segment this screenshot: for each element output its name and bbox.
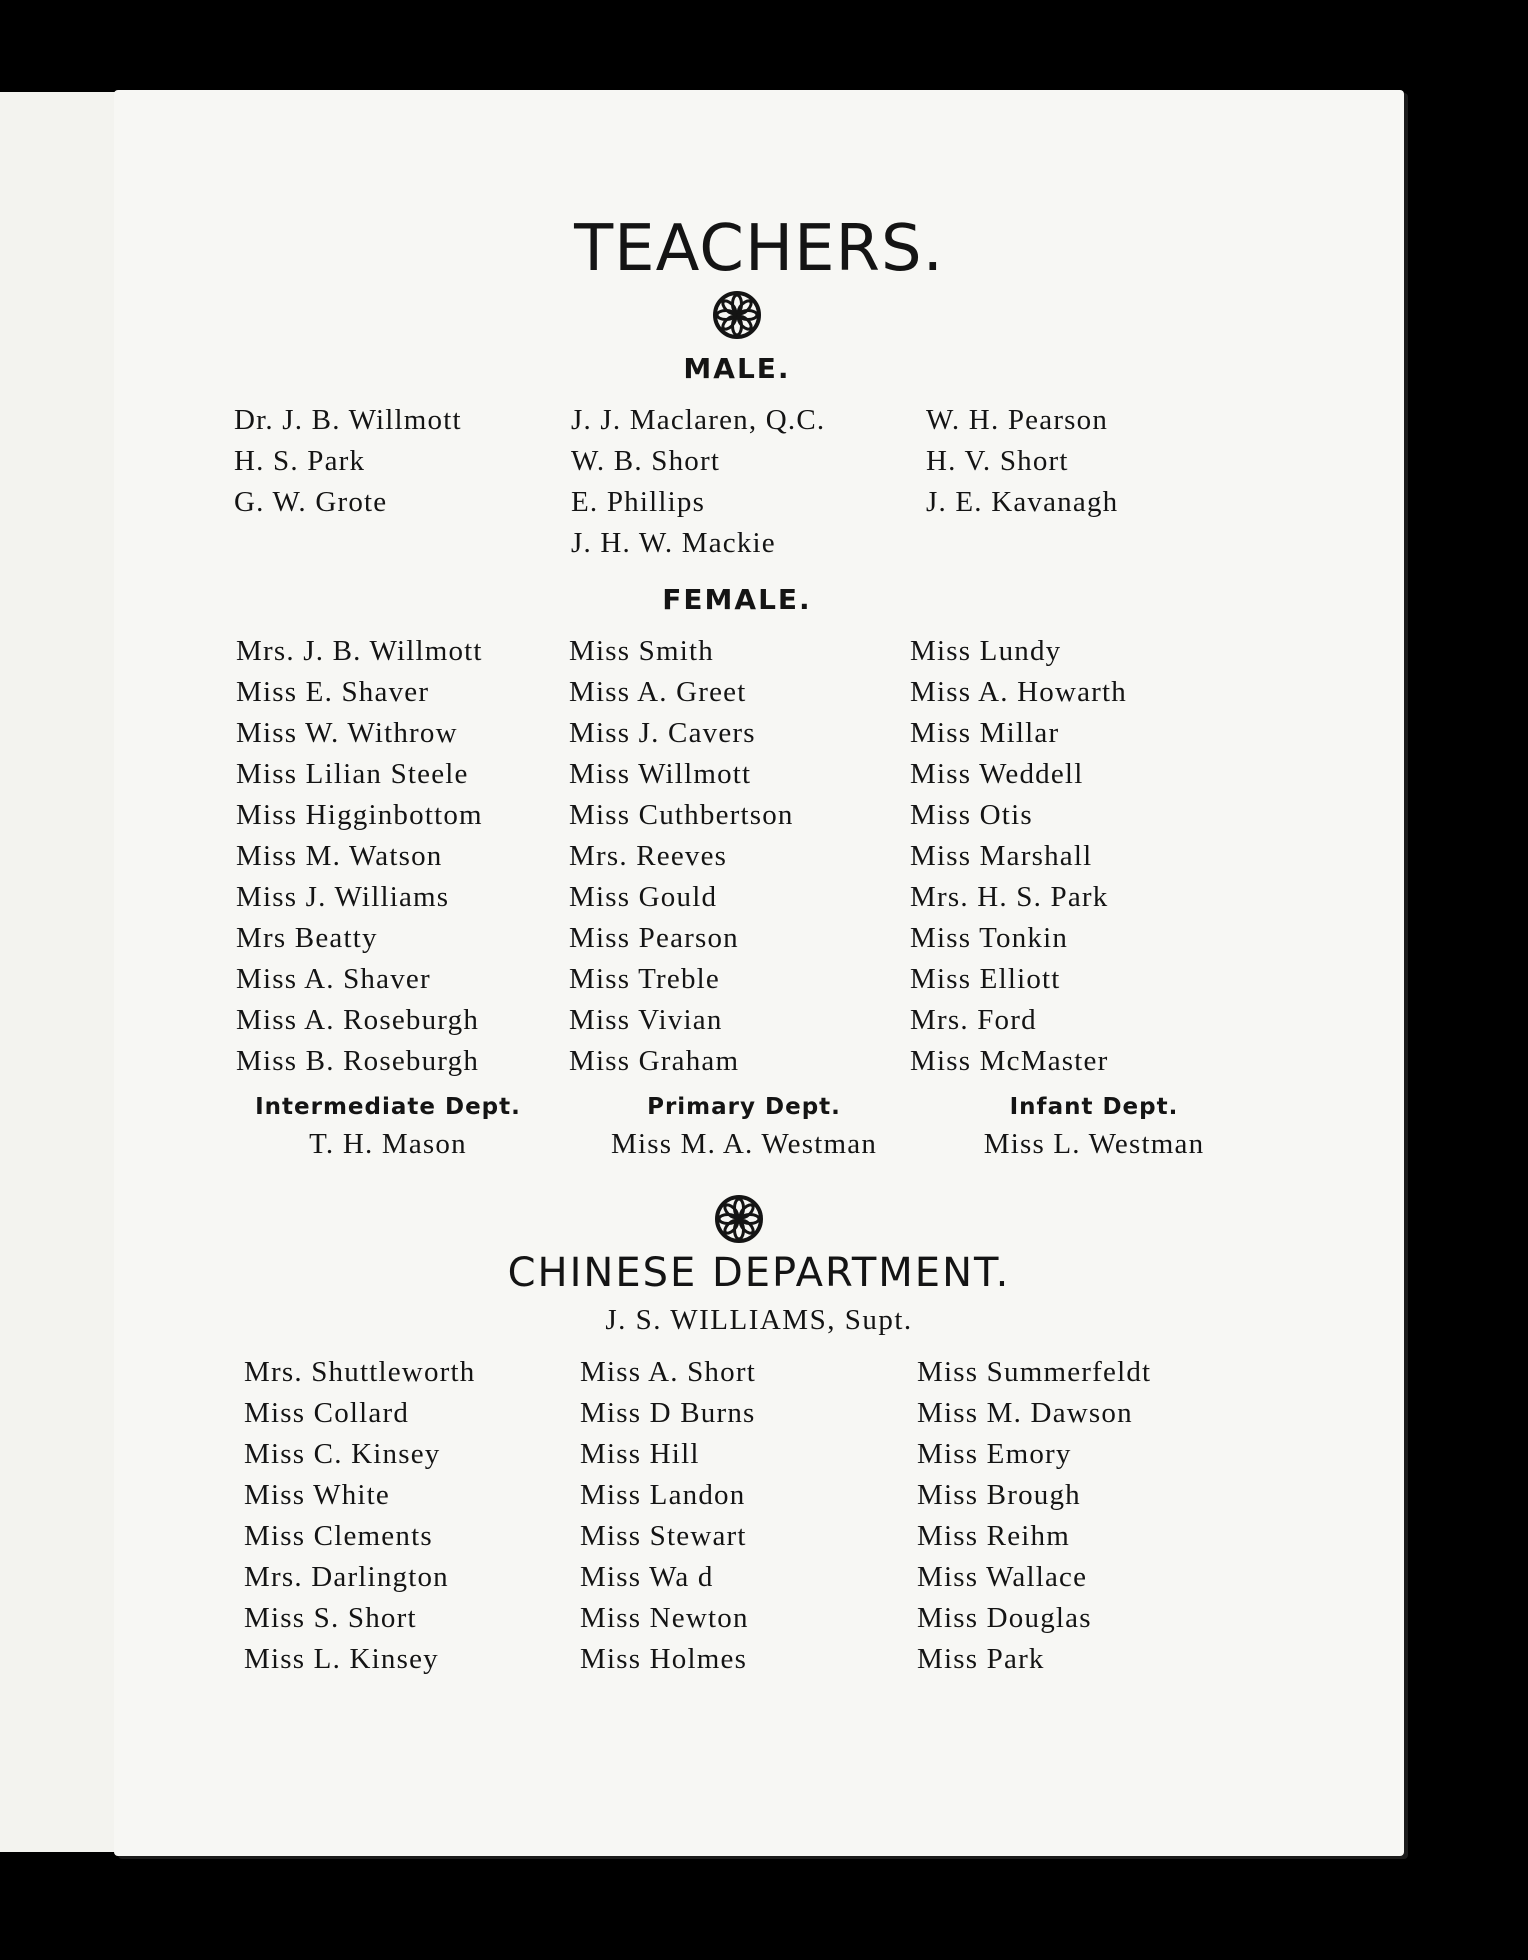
list-item: Miss Brough [917,1479,1081,1511]
list-item: Miss Hill [580,1438,700,1470]
male-heading: MALE. [683,352,791,385]
intermediate-dept [208,1090,568,1164]
dept-head: T. H. Mason [309,1128,467,1160]
list-item: Miss McMaster [910,1045,1109,1077]
list-item: Miss M. Dawson [917,1397,1133,1429]
list-item: Miss Treble [569,963,720,995]
list-item: J. H. W. Mackie [571,527,776,559]
list-item: Miss Weddell [910,758,1084,790]
female-heading: FEMALE. [662,583,812,616]
list-item: Miss Collard [244,1397,410,1429]
dept-head: Miss M. A. Westman [610,1128,878,1160]
list-item: Miss A. Short [580,1356,756,1388]
dept-head: Miss L. Westman [983,1128,1205,1160]
list-item: Miss A. Greet [569,676,747,708]
list-item: H. S. Park [234,445,366,477]
list-item: Miss Douglas [917,1602,1092,1634]
list-item: Miss Lilian Steele [236,758,469,790]
list-item: Mrs. H. S. Park [910,881,1109,913]
list-item: Miss Wa d [580,1561,714,1593]
list-item: Miss Gould [569,881,718,913]
list-item: Miss Graham [569,1045,740,1077]
document-page [114,90,1404,1856]
chinese-department-heading: CHINESE DEPARTMENT. [507,1250,1011,1296]
chinese-column-3 [917,1352,1151,1680]
male-column-3 [926,400,1118,523]
list-item: Mrs. J. B. Willmott [236,635,483,667]
list-item: Miss L. Kinsey [244,1643,439,1675]
list-item: Miss Stewart [580,1520,747,1552]
list-item: Miss Landon [580,1479,746,1511]
superintendent: J. S. WILLIAMS, Supt. [605,1304,913,1336]
list-item: Miss Vivian [569,1004,723,1036]
dept-label: Infant Dept. [1009,1094,1179,1120]
male-column-1 [234,400,462,523]
dept-label: Primary Dept. [647,1094,841,1120]
list-item: Miss Newton [580,1602,749,1634]
list-item: Miss A. Howarth [910,676,1127,708]
list-item: Miss D Burns [580,1397,756,1429]
female-column-3 [910,631,1127,1082]
list-item: W. H. Pearson [926,404,1109,436]
list-item: Mrs. Shuttleworth [244,1356,476,1388]
list-item: Miss Clements [244,1520,433,1552]
list-item: Miss Summerfeldt [917,1356,1152,1388]
list-item: Miss A. Shaver [236,963,431,995]
list-item: J. E. Kavanagh [926,486,1119,518]
female-column-1 [236,631,483,1082]
list-item: Miss B. Roseburgh [236,1045,480,1077]
list-item: W. B. Short [571,445,721,477]
list-item: Miss Reihm [917,1520,1070,1552]
list-item: Miss Elliott [910,963,1061,995]
list-item: Miss Millar [910,717,1060,749]
chinese-column-1 [244,1352,475,1680]
list-item: Miss Smith [569,635,714,667]
list-item: Miss E. Shaver [236,676,430,708]
rosette-ornament-icon [714,1194,764,1244]
list-item: E. Phillips [571,486,706,518]
list-item: Miss W. Withrow [236,717,458,749]
list-item: Dr. J. B. Willmott [234,404,462,436]
previous-page-edge [0,92,131,1852]
list-item: Mrs. Ford [910,1004,1037,1036]
list-item: Miss Marshall [910,840,1093,872]
list-item: Miss M. Watson [236,840,443,872]
list-item: Miss Holmes [580,1643,748,1675]
list-item: Miss Otis [910,799,1033,831]
infant-dept [914,1090,1274,1164]
list-item: Mrs. Reeves [569,840,728,872]
list-item: Miss S. Short [244,1602,417,1634]
list-item: Miss J. Cavers [569,717,756,749]
list-item: Miss Cuthbertson [569,799,794,831]
rosette-ornament-icon [712,290,762,340]
list-item: Miss Wallace [917,1561,1088,1593]
chinese-column-2 [580,1352,756,1680]
list-item: H. V. Short [926,445,1069,477]
dept-label: Intermediate Dept. [255,1094,521,1120]
female-column-2 [569,631,794,1082]
list-item: Miss C. Kinsey [244,1438,441,1470]
primary-dept [564,1090,924,1164]
list-item: Miss Tonkin [910,922,1069,954]
list-item: Miss Emory [917,1438,1072,1470]
list-item: Miss J. Williams [236,881,450,913]
list-item: G. W. Grote [234,486,388,518]
list-item: Miss Higginbottom [236,799,483,831]
list-item: Mrs Beatty [236,922,378,954]
list-item: Mrs. Darlington [244,1561,449,1593]
list-item: Miss A. Roseburgh [236,1004,480,1036]
list-item: Miss Park [917,1643,1045,1675]
page-title: TEACHERS. [574,212,944,286]
list-item: Miss Pearson [569,922,739,954]
list-item: J. J. Maclaren, Q.C. [571,404,826,436]
list-item: Miss Lundy [910,635,1062,667]
list-item: Miss White [244,1479,390,1511]
male-column-2 [571,400,825,564]
list-item: Miss Willmott [569,758,752,790]
